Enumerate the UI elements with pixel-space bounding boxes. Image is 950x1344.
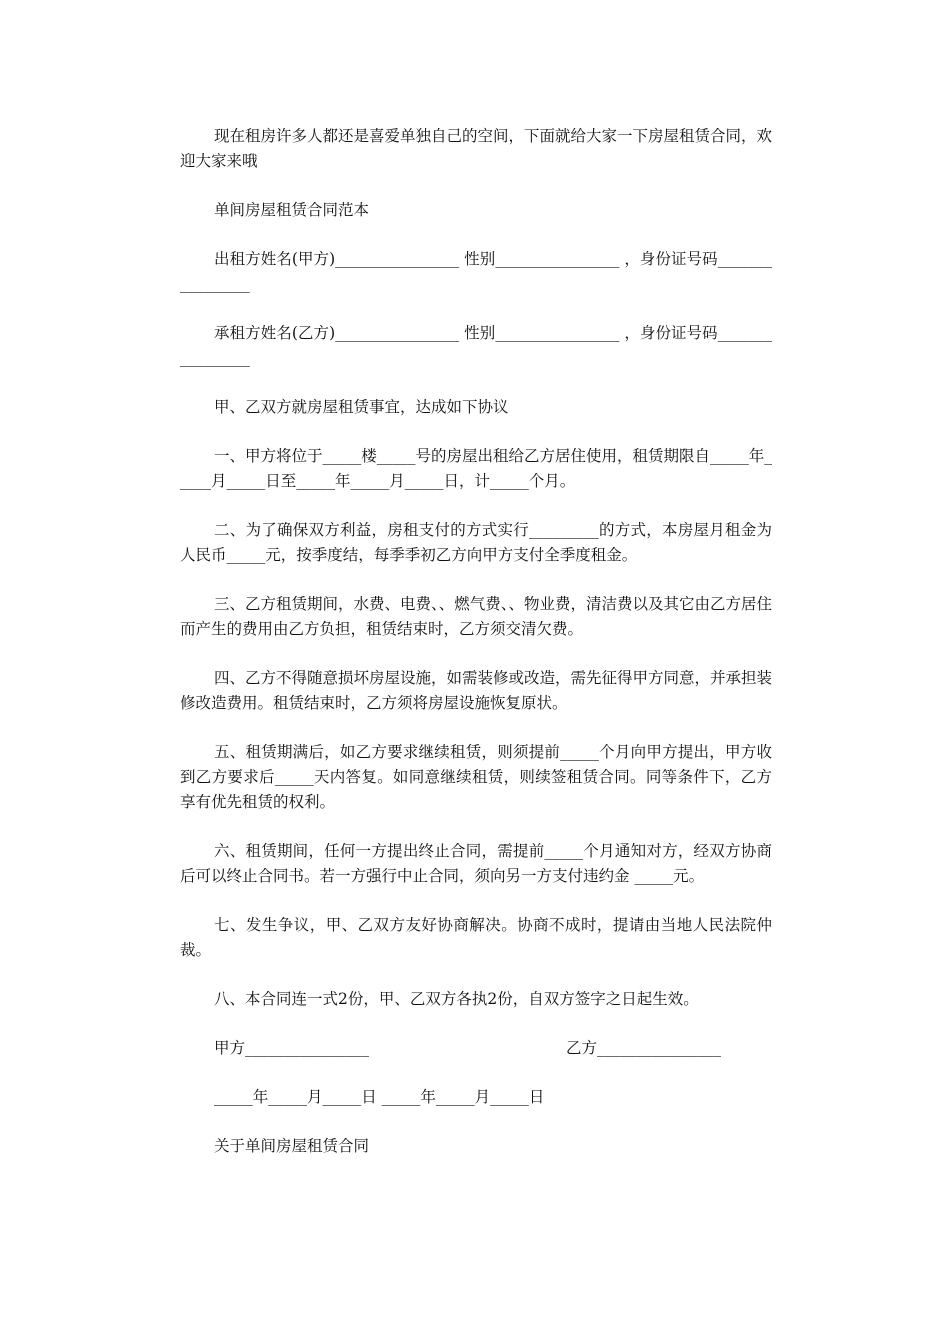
clause-6: 六、租赁期间，任何一方提出终止合同，需提前_____个月通知对方，经双方协商后可以终止合同书。若一方强行中止合同，须向另一方支付违约金 _____元。 xyxy=(180,842,772,885)
clause-4: 四、乙方不得随意损坏房屋设施，如需装修或改造，需先征得甲方同意，并承担装修改造费用。租赁结束时，乙方须将房屋设施恢复原状。 xyxy=(180,669,773,712)
document-title: 单间房屋租赁合同范本 xyxy=(214,201,370,219)
party-b-line: 承租方姓名(乙方)________________ 性别________________ ，身份证号码________________ xyxy=(180,324,772,367)
signature-row xyxy=(180,1036,772,1061)
clause-5: 五、租赁期满后，如乙方要求继续租赁，则须提前_____个月向甲方提出，甲方收到乙方要求后_____天内答复。如同意继续租赁，则续签租赁合同。同等条件下，乙方享有优先租赁的权利。 xyxy=(180,743,772,811)
signature-party-b: 乙方________________ xyxy=(566,1039,722,1057)
clause-8: 八、本合同连一式2份，甲、乙双方各执2份，自双方签字之日起生效。 xyxy=(214,990,699,1008)
party-a-line: 出租方姓名(甲方)________________ 性别________________ ，身份证号码________________ xyxy=(180,250,772,293)
clause-7: 七、发生争议，甲、乙双方友好协商解决。协商不成时，提请由当地人民法院仲裁。 xyxy=(180,916,772,959)
clause-2: 二、为了确保双方利益，房租支付的方式实行_________的方式，本房屋月租金为人民币_____元，按季度结，每季季初乙方向甲方支付全季度租金。 xyxy=(180,521,772,564)
document-body xyxy=(180,124,772,1183)
footer-heading: 关于单间房屋租赁合同 xyxy=(214,1137,370,1155)
signature-party-a: 甲方________________ xyxy=(214,1039,370,1057)
intro-paragraph: 现在租房许多人都还是喜爱单独自己的空间，下面就给大家一下房屋租赁合同，欢迎大家来哦 xyxy=(180,127,773,170)
clause-3: 三、乙方租赁期间，水费、电费、、燃气费、、物业费，清洁费以及其它由乙方居住而产生的费用由乙方负担，租赁结束时，乙方须交清欠费。 xyxy=(180,595,773,638)
clause-1: 一、甲方将位于_____楼_____号的房屋出租给乙方居住使用，租赁期限自_____年_____月_____日至_____年_____月_____日，计_____个月。 xyxy=(180,447,773,490)
agreement-intro: 甲、乙双方就房屋租赁事宜，达成如下协议 xyxy=(214,398,509,416)
signature-dates: _____年_____月_____日 _____年_____月_____日 xyxy=(214,1088,545,1106)
